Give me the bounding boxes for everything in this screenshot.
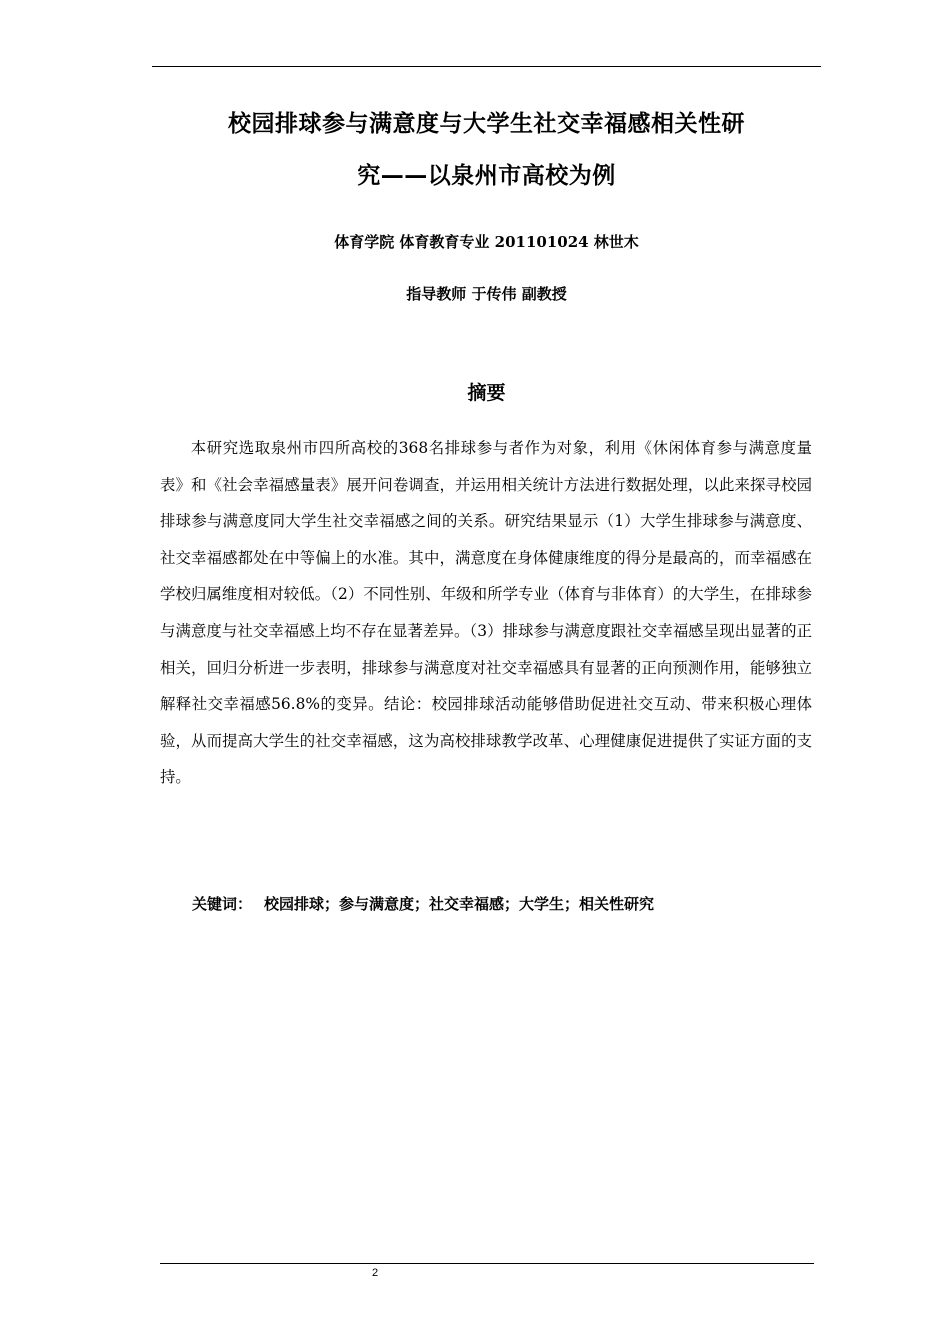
- keywords-value: 校园排球；参与满意度；社交幸福感；大学生；相关性研究: [264, 895, 655, 913]
- title-line-1: 校园排球参与满意度与大学生社交幸福感相关性研: [228, 111, 745, 137]
- header-rule: [152, 66, 821, 67]
- page-number: 2: [371, 1267, 379, 1279]
- footer-rule: [160, 1263, 814, 1264]
- advisor-info: 指导教师 于传伟 副教授: [406, 285, 567, 303]
- author-info: 体育学院 体育教育专业 201101024 林世木: [334, 233, 639, 251]
- paper-title: [152, 98, 821, 202]
- abstract-body: 本研究选取泉州市四所高校的368名排球参与者作为对象，利用《休闲体育参与满意度量表》和《社会幸福感量表》展开问卷调查，并运用相关统计方法进行数据处理，以此来探寻校园排球参与满意度同大学生社交幸福感之间的关系。研究结果显示（1）大学生排球参与满意度、社交幸福感都处在中等偏上的水准。其中，满意度在身体健康维度的得分是最高的，而幸福感在学校归属维度相对较低。（2）不同性别、年级和所学专业（体育与非体育）的大学生，在排球参与满意度与社交幸福感上均不存在显著差异。（3）排球参与满意度跟社交幸福感呈现出显著的正相关，回归分析进一步表明，排球参与满意度对社交幸福感具有显著的正向预测作用，能够独立解释社交幸福感56.8%的变异。结论：校园排球活动能够借助促进社交互动、带来积极心理体验，从而提高大学生的社交幸福感，这为高校排球教学改革、心理健康促进提供了实证方面的支持。: [160, 439, 812, 787]
- abstract-heading: 摘要: [467, 382, 506, 404]
- keywords: [192, 893, 832, 915]
- title-line-2: 究——以泉州市高校为例: [357, 163, 616, 189]
- keywords-label: 关键词：: [192, 895, 253, 913]
